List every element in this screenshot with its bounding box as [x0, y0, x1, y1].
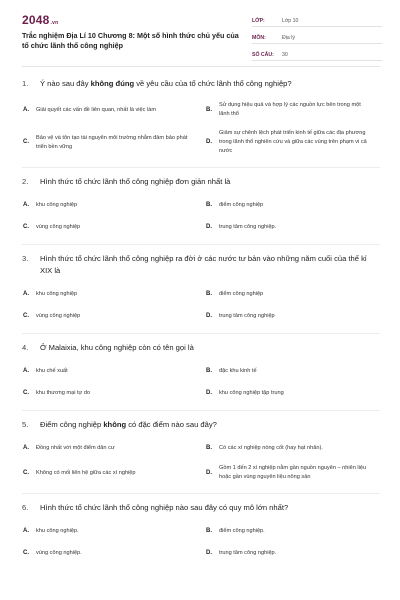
question-text-post: có đặc điểm nào sau đây? [126, 420, 217, 429]
option-letter: D. [206, 389, 212, 396]
option-letter: A. [23, 367, 29, 374]
option-b[interactable] [205, 194, 380, 216]
option-text: vùng công nghiệp [36, 223, 81, 230]
option-d[interactable] [205, 542, 380, 564]
option-letter: C. [23, 549, 29, 556]
option-c[interactable] [22, 216, 197, 238]
options-grid [22, 520, 380, 564]
question-text-pre: Hình thức tổ chức lãnh thổ công nghiệp ra đời ở các nước tư bản vào những năm cuối của thế kỉ XIX là [40, 254, 367, 275]
option-text: trung tâm công nghiệp [219, 312, 275, 319]
option-text: khu công nghiệp [36, 290, 78, 297]
meta-label: LỚP: [252, 18, 265, 24]
option-text: Giảm sự chênh lệch phát triển kinh tế giữa các địa phương trong lãnh thổ nghiên cứu và giữa các vùng trên phạm vi cả nước [219, 130, 367, 154]
question-divider [22, 333, 380, 334]
option-c[interactable] [22, 542, 197, 564]
question-divider [22, 493, 380, 494]
question-header [22, 413, 380, 437]
question-header [22, 72, 380, 96]
option-letter: A. [23, 290, 29, 297]
question-4 [22, 336, 380, 411]
question-text [40, 78, 380, 90]
question-text-bold: không [103, 420, 127, 429]
question-header [22, 336, 380, 360]
options-grid [22, 96, 380, 161]
option-letter: C. [23, 139, 29, 145]
question-number: 6. [22, 503, 29, 512]
option-c[interactable] [22, 382, 197, 404]
meta-info [252, 15, 382, 66]
option-letter: B. [206, 201, 212, 208]
option-a[interactable] [22, 96, 197, 124]
question-list [22, 72, 380, 564]
option-a[interactable] [22, 360, 197, 382]
option-d[interactable] [205, 305, 380, 327]
option-a[interactable] [22, 194, 197, 216]
question-6 [22, 496, 380, 564]
option-letter: C. [23, 312, 29, 319]
question-text-pre: Ở Malaixia, khu công nghiệp còn có tên gọi là [40, 343, 194, 352]
option-text: khu công nghiệp. [36, 527, 79, 534]
option-text: vùng công nghiệp [36, 312, 81, 319]
option-letter: C. [23, 389, 29, 396]
meta-label: MÔN: [252, 35, 266, 41]
question-text-pre: Ý nào sau đây [40, 79, 91, 88]
option-letter: B. [206, 290, 212, 297]
question-5 [22, 413, 380, 494]
question-number: 4. [22, 343, 29, 352]
question-text [40, 502, 380, 514]
option-text: Đồng nhất với một điểm dân cư [36, 444, 115, 451]
question-number: 2. [22, 177, 29, 186]
options-grid [22, 283, 380, 327]
option-b[interactable] [205, 437, 380, 459]
option-letter: B. [206, 444, 212, 451]
option-d[interactable] [205, 216, 380, 238]
question-text-bold: không đúng [90, 79, 135, 88]
question-text-post: về yêu cầu của tổ chức lãnh thổ công nghiệp? [134, 79, 292, 88]
meta-value: Địa lý [282, 35, 295, 41]
question-3 [22, 247, 380, 334]
option-text: trung tâm công nghiệp. [219, 223, 277, 230]
question-divider [22, 167, 380, 168]
option-letter: D. [206, 549, 212, 556]
question-number: 3. [22, 254, 29, 263]
option-text: điểm công nghiệp [219, 201, 264, 208]
question-text [40, 253, 380, 277]
meta-row-count [252, 49, 382, 61]
option-c[interactable] [22, 459, 197, 487]
option-text: khu công nghiệp tập trung [219, 389, 284, 396]
document-header [0, 0, 400, 64]
meta-value: Lớp 10 [282, 18, 299, 24]
option-a[interactable] [22, 437, 197, 459]
question-header [22, 496, 380, 520]
question-text-pre: Hình thức tổ chức lãnh thổ công nghiệp nào sau đây có quy mô lớn nhất? [40, 503, 289, 512]
option-letter: D. [206, 223, 212, 230]
meta-value: 30 [282, 52, 288, 58]
option-letter: C. [23, 223, 29, 230]
page-title: Trắc nghiệm Địa Lí 10 Chương 8: Một số hình thức chủ yếu của tổ chức lãnh thổ công nghiệp [22, 31, 239, 50]
option-text: Không có mối liên hệ giữa các xí nghiệp [36, 469, 136, 476]
option-text: khu công nghiệp [36, 201, 78, 208]
question-divider [22, 244, 380, 245]
option-text: Có các xí nghiệp nòng cốt (hay hạt nhân). [219, 444, 323, 451]
option-text: trung tâm công nghiệp. [219, 549, 277, 556]
question-header [22, 247, 380, 283]
option-text: Gồm 1 đến 2 xí nghiệp nằm gần nguồn nguyên – nhiên liệu hoặc gần vùng nguyên liệu nông sản [219, 465, 367, 480]
option-text: điểm công nghiệp. [219, 527, 265, 534]
option-letter: A. [23, 444, 29, 451]
option-b[interactable] [205, 96, 380, 124]
question-text [40, 342, 380, 354]
option-letter: D. [206, 139, 212, 145]
option-text: khu thương mại tự do [36, 389, 91, 396]
question-1 [22, 72, 380, 168]
option-c[interactable] [22, 124, 197, 161]
option-text: vùng công nghiệp. [36, 549, 82, 556]
question-text [40, 419, 380, 431]
logo-sub: .vn [50, 20, 59, 26]
question-divider [22, 410, 380, 411]
site-logo[interactable] [22, 13, 58, 27]
option-d[interactable] [205, 382, 380, 404]
option-b[interactable] [205, 360, 380, 382]
option-b[interactable] [205, 520, 380, 542]
options-grid [22, 194, 380, 238]
logo-main: 2048 [22, 13, 50, 27]
option-a[interactable] [22, 520, 197, 542]
option-letter: D. [206, 469, 212, 476]
option-text: Giải quyết các vấn đề liên quan, nhất là việc làm [36, 106, 157, 113]
question-number: 5. [22, 420, 29, 429]
option-letter: B. [206, 106, 212, 113]
option-d[interactable] [205, 459, 380, 487]
option-b[interactable] [205, 283, 380, 305]
option-text: điểm công nghiệp [219, 290, 264, 297]
option-d[interactable] [205, 124, 380, 161]
option-letter: D. [206, 312, 212, 319]
option-letter: A. [23, 201, 29, 208]
option-text: Sử dụng hiệu quả và hợp lý các nguồn lực bên trong một lãnh thổ [219, 102, 361, 117]
options-grid [22, 360, 380, 404]
option-letter: B. [206, 527, 212, 534]
options-grid [22, 437, 380, 487]
option-letter: A. [23, 527, 29, 534]
question-number: 1. [22, 79, 29, 88]
option-letter: A. [23, 106, 29, 113]
option-letter: C. [23, 469, 29, 476]
question-header [22, 170, 380, 194]
question-text-pre: Hình thức tổ chức lãnh thổ công nghiệp đơn giản nhất là [40, 177, 231, 186]
meta-row-subject [252, 32, 382, 44]
question-2 [22, 170, 380, 245]
option-text: khu chế xuất [36, 367, 68, 374]
option-c[interactable] [22, 305, 197, 327]
meta-row-class [252, 15, 382, 27]
option-text: đặc khu kinh tế [219, 367, 257, 374]
option-letter: B. [206, 367, 212, 374]
question-text [40, 176, 380, 188]
option-a[interactable] [22, 283, 197, 305]
question-text-pre: Điểm công nghiệp [40, 420, 104, 429]
meta-label: SỐ CÂU: [252, 52, 274, 58]
option-text: Bảo vệ và tôn tạo tài nguyên môi trường nhằm đảm bảo phát triển bền vững [36, 134, 188, 150]
header-divider [22, 66, 380, 67]
